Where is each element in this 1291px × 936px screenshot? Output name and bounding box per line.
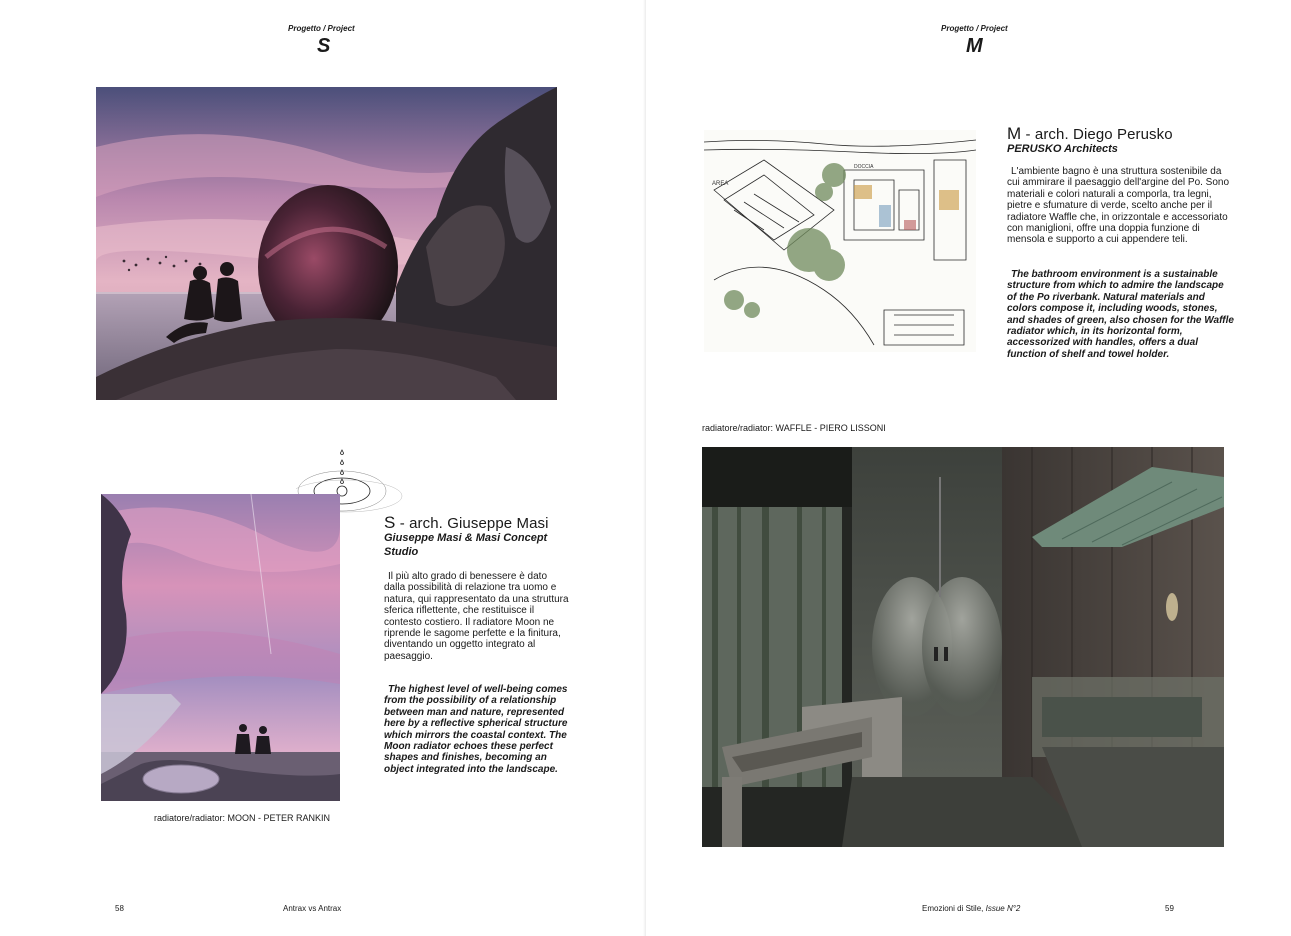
section-label: Progetto / Project: [288, 24, 355, 33]
waffle-radiator-caption: radiatore/radiator: WAFFLE - PIERO LISSONI: [702, 423, 886, 433]
footer-left: Antrax vs Antrax: [283, 904, 342, 913]
bathroom-render-illustration: [702, 447, 1224, 847]
sphere-cliff-illustration: [96, 87, 557, 400]
project-m-letter: M: [1007, 124, 1022, 143]
right-page: [646, 0, 1291, 936]
footer-right-issue: Issue N°2: [985, 904, 1021, 913]
section-label: Progetto / Project: [941, 24, 1008, 33]
page-number-left: 58: [115, 904, 124, 913]
moon-radiator-caption: radiatore/radiator: MOON - PETER RANKIN: [154, 813, 331, 823]
dome-coast-photo: [101, 494, 340, 801]
project-m-heading: [1007, 124, 1173, 144]
project-m-title: - arch. Diego Perusko: [1021, 126, 1173, 143]
project-m-text-it: L'ambiente bagno è una struttura sostenibile da cui ammirare il paesaggio dell'argine del Po. Sono materiali e colori naturali a comporla, tra legni, pietre e sfumature di verde, scelto anche per il radiatore Waffle che, in orizzontale e accessoriato con maniglioni, offre una doppia funzione di mensola e supporto a cui appendere teli.: [1007, 166, 1230, 246]
architectural-sketch-illustration: [704, 130, 976, 352]
bathroom-render-photo: [702, 447, 1224, 847]
section-letter: S: [317, 35, 331, 57]
svg-text:AREA: AREA: [712, 181, 729, 187]
left-page: [0, 0, 645, 936]
project-m-text-en: The bathroom environment is a sustainable structure from which to admire the landscape of the Po riverbank. Natural materials and colors compose it, including woods, stones, and shades of green, also chosen for the Waffle radiator which, in its horizontal form, accessorized with handles, offers a dual function of shelf and towel holder.: [1007, 269, 1234, 360]
svg-text:DOCCIA: DOCCIA: [854, 164, 874, 170]
page-number-right: 59: [1165, 904, 1174, 913]
project-s-letter: S: [384, 513, 396, 532]
project-s-text-en: The highest level of well-being comes from the possibility of a relationship between man and nature, represented here by a reflective spherical structure which mirrors the coastal context. The Moon radiator echoes these perfect shapes and finishes, becoming an object integrated into the landscape.: [384, 684, 568, 775]
project-s-heading: [384, 513, 549, 533]
project-m-studio: PERUSKO Architects: [1007, 143, 1118, 155]
project-s-studio: Giuseppe Masi & Masi Concept Studio: [384, 532, 548, 558]
project-s-title: - arch. Giuseppe Masi: [395, 515, 549, 532]
dome-coast-illustration: [101, 494, 340, 801]
architectural-sketch: [704, 130, 976, 352]
section-letter: M: [966, 35, 983, 57]
footer-right-title: Emozioni di Stile,: [922, 904, 986, 913]
footer-right: [922, 904, 1020, 913]
sphere-cliff-photo: [96, 87, 557, 400]
project-s-text-it: Il più alto grado di benessere è dato dalla possibilità di relazione tra uomo e natura, qui rappresentato da una struttura sferica riflettente, che restituisce il contesto costiero. Il radiatore Moon ne riprende le sagome perfette e la finitura, diventando un oggetto integrato al paesaggio.: [384, 571, 569, 662]
